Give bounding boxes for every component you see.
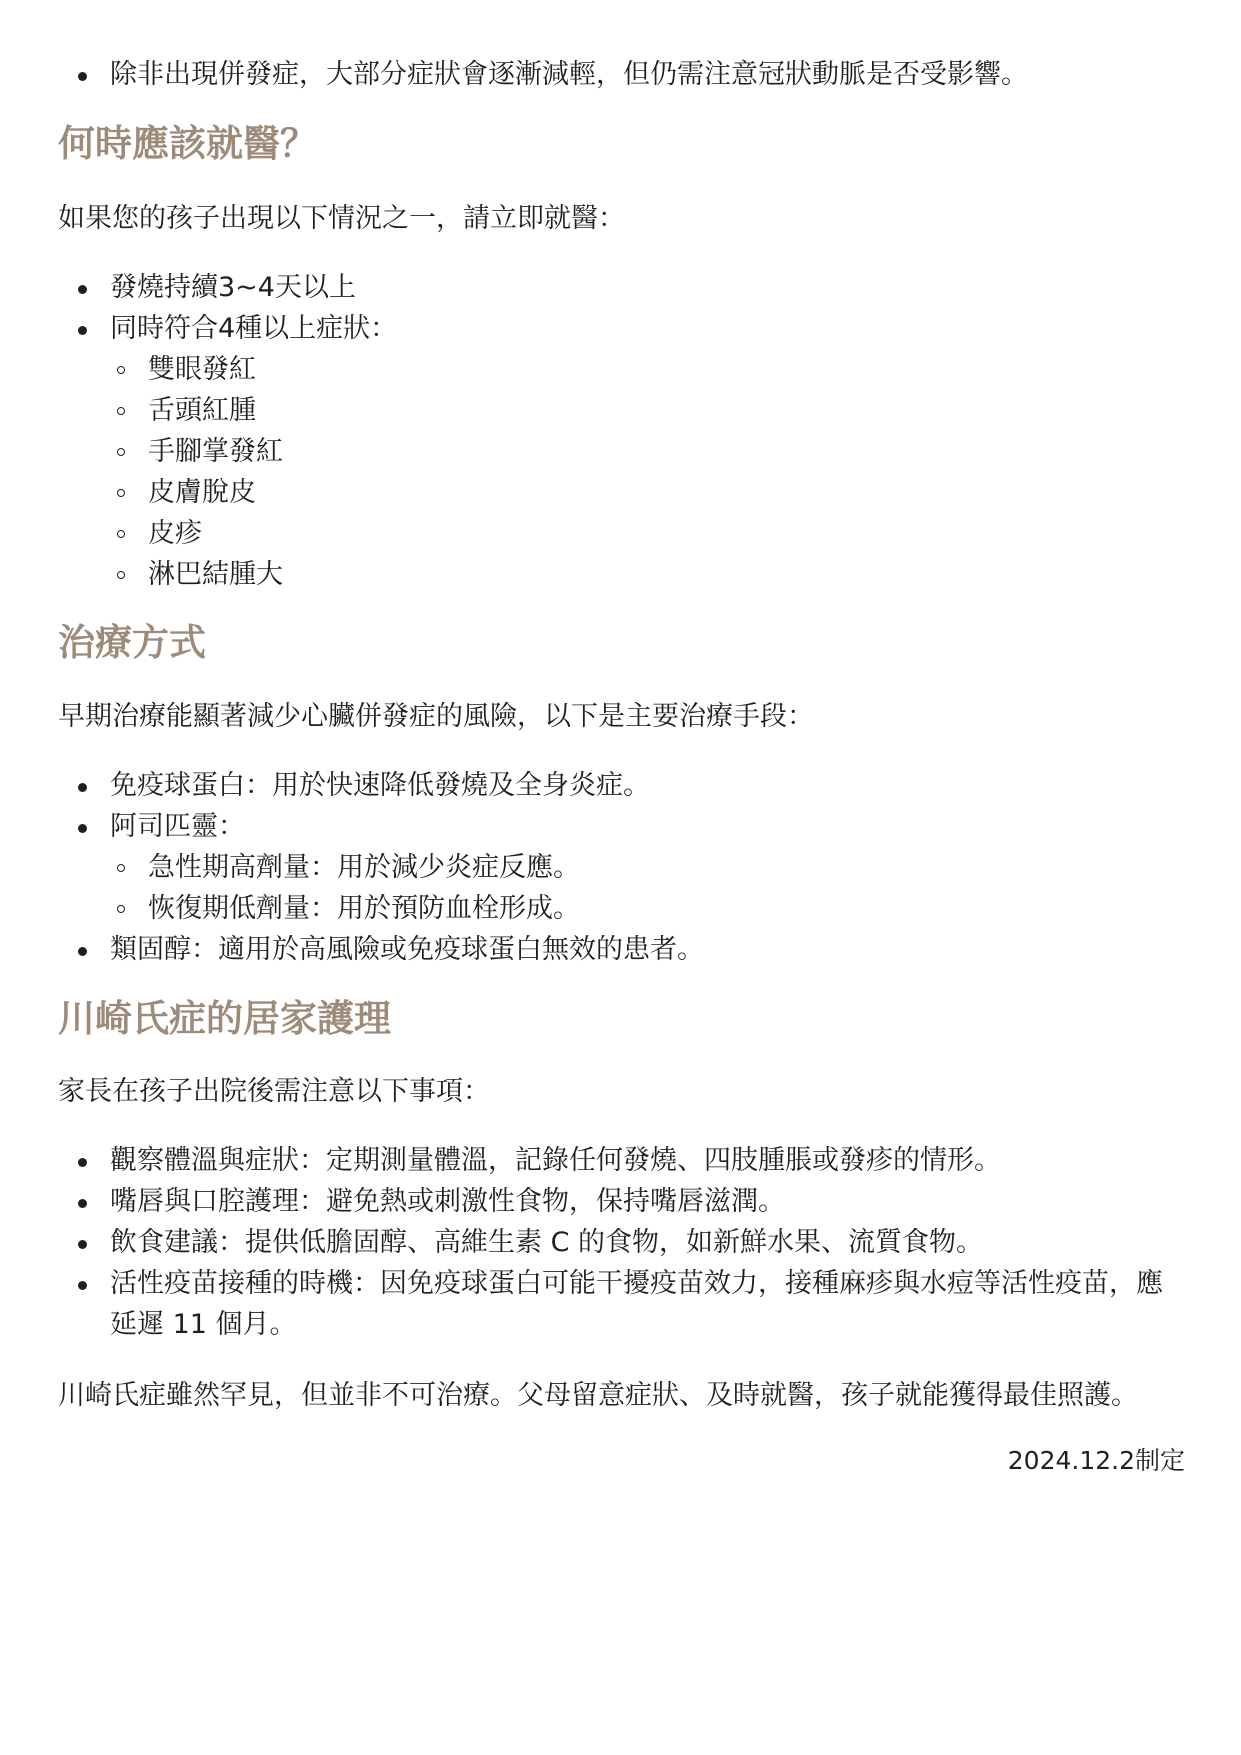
date-note: 2024.12.2制定 (1007, 1446, 1185, 1475)
list-item: 觀察體溫與症狀：定期測量體溫，記錄任何發燒、四肢腫脹或發疹的情形。 (58, 1140, 1185, 1181)
sub-list-item: 淋巴結腫大 (110, 554, 1185, 595)
symptom-sublist (110, 349, 1185, 595)
list-item: 除非出現併發症，大部分症狀會逐漸減輕，但仍需注意冠狀動脈是否受影響。 (58, 54, 1185, 95)
list-item (58, 308, 1185, 595)
sub-list-item: 皮疹 (110, 513, 1185, 554)
section-heading-home-care: 川崎氏症的居家護理 (58, 997, 391, 1040)
sub-list-item: 皮膚脫皮 (110, 472, 1185, 513)
treatment-list (58, 765, 1185, 970)
home-care-list (58, 1140, 1185, 1345)
sub-list-item: 手腳掌發紅 (110, 431, 1185, 472)
list-item: 飲食建議：提供低膽固醇、高維生素 C 的食物，如新鮮水果、流質食物。 (58, 1222, 1185, 1263)
list-item (58, 806, 1185, 929)
list-item-label: 同時符合4種以上症狀： (110, 313, 398, 344)
list-item-label: 阿司匹靈： (110, 811, 245, 842)
list-item: 活性疫苗接種的時機：因免疫球蛋白可能干擾疫苗效力，接種麻疹與水痘等活性疫苗，應延遲 11 個月。 (58, 1263, 1185, 1345)
when-list (58, 267, 1185, 595)
section-intro-when: 如果您的孩子出現以下情況之一，請立即就醫： (58, 203, 625, 234)
list-item: 免疫球蛋白：用於快速降低發燒及全身炎症。 (58, 765, 1185, 806)
document-page (58, 0, 1185, 1481)
sub-list-item: 舌頭紅腫 (110, 390, 1185, 431)
list-item: 發燒持續3~4天以上 (58, 267, 1185, 308)
list-item: 嘴唇與口腔護理：避免熱或刺激性食物，保持嘴唇滋潤。 (58, 1181, 1185, 1222)
sub-list-item: 恢復期低劑量：用於預防血栓形成。 (110, 888, 1185, 929)
aspirin-sublist (110, 847, 1185, 929)
section-heading-when: 何時應該就醫？ (58, 122, 317, 165)
sub-list-item: 急性期高劑量：用於減少炎症反應。 (110, 847, 1185, 888)
list-item: 類固醇：適用於高風險或免疫球蛋白無效的患者。 (58, 929, 1185, 970)
closing-paragraph: 川崎氏症雖然罕見，但並非不可治療。父母留意症狀、及時就醫，孩子就能獲得最佳照護。 (58, 1380, 1138, 1411)
section-heading-treatment: 治療方式 (58, 621, 206, 664)
section-intro-treatment: 早期治療能顯著減少心臟併發症的風險，以下是主要治療手段： (58, 701, 814, 732)
section-intro-home-care: 家長在孩子出院後需注意以下事項： (58, 1076, 490, 1107)
sub-list-item: 雙眼發紅 (110, 349, 1185, 390)
top-bullet-list (58, 0, 1185, 95)
